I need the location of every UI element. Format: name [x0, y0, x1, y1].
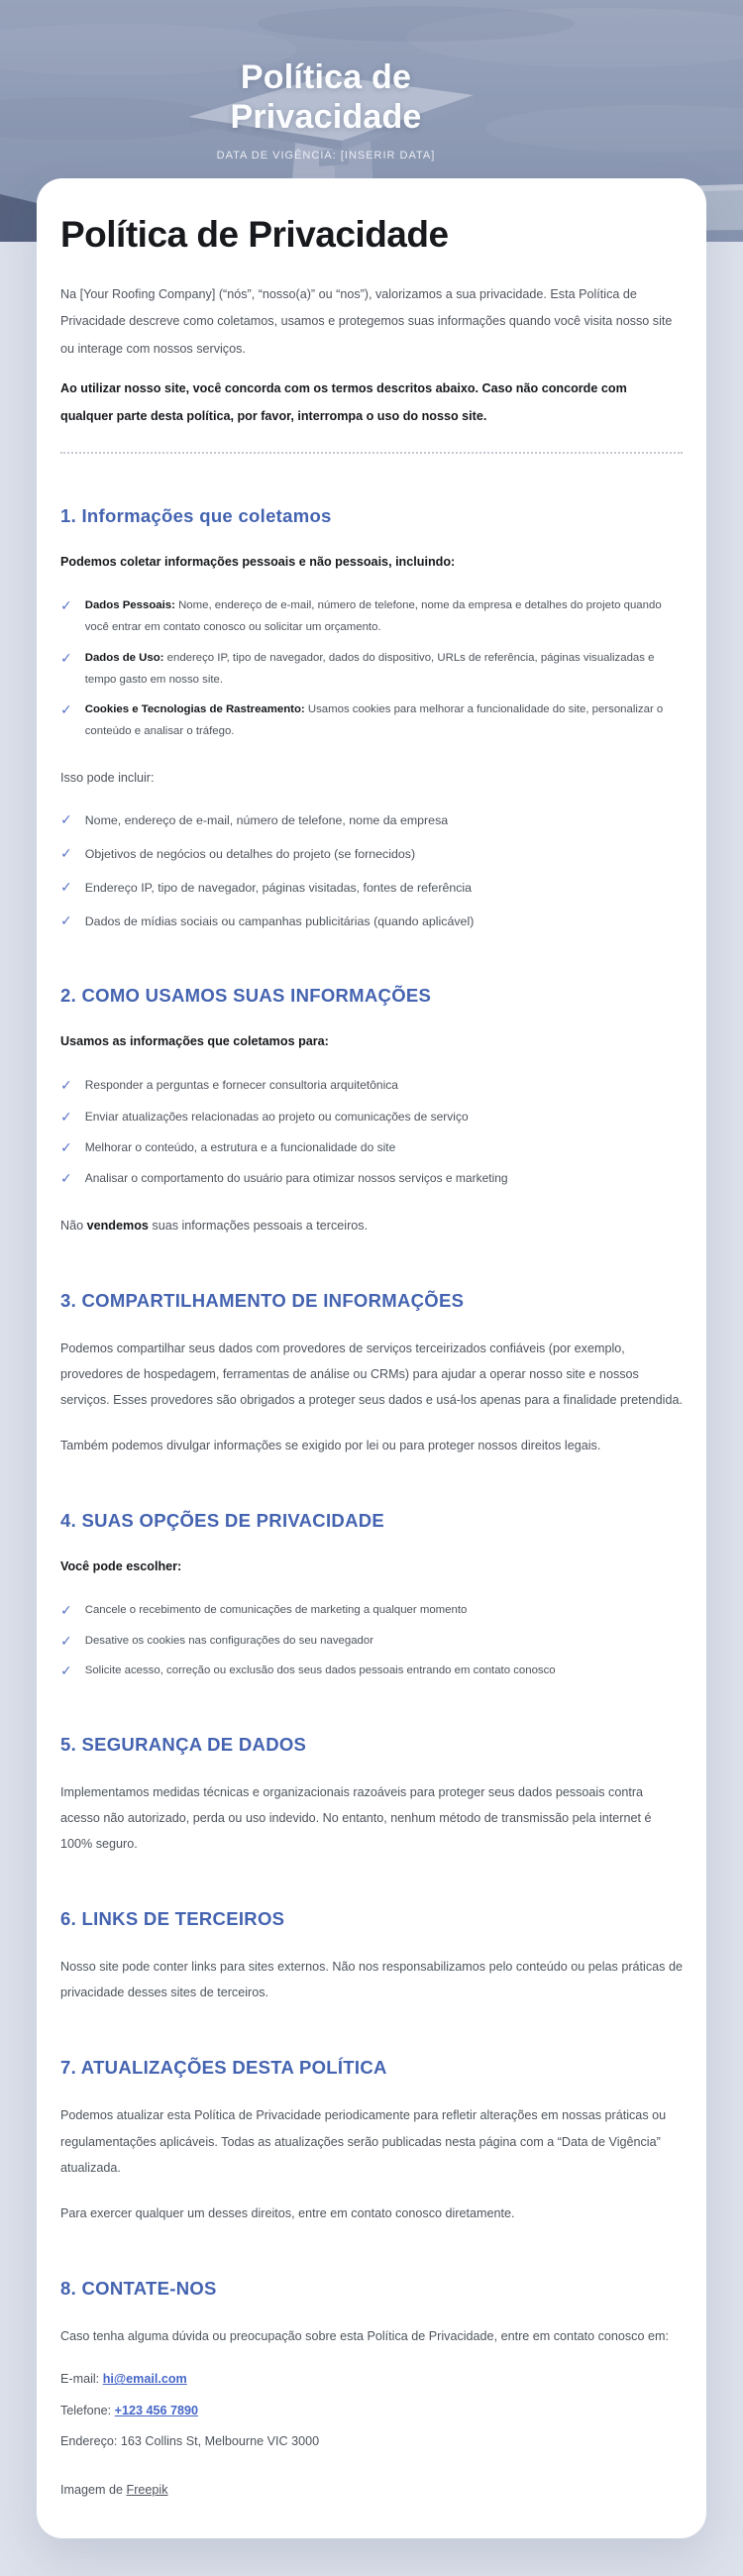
checklist-item — [60, 1630, 683, 1652]
contact-label: Telefone: — [60, 2403, 115, 2417]
section-heading: 1. Informações que coletamos — [60, 505, 332, 527]
checklist-item-text — [85, 1136, 396, 1159]
section-heading: 3. COMPARTILHAMENTO DE INFORMAÇÕES — [60, 1289, 465, 1311]
phone-link[interactable]: +123 456 7890 — [114, 2403, 199, 2417]
checklist-item-text — [85, 910, 475, 933]
checkmark-icon: ✓ — [60, 1602, 72, 1619]
checklist-item-desc: Melhorar o conteúdo, a estrutura e a funcionalidade do site — [84, 1139, 396, 1154]
section-paragraph: Caso tenha alguma dúvida ou preocupação sobre esta Política de Privacidade, entre em contato conosco em: — [60, 2329, 669, 2344]
policy-section — [60, 1290, 683, 1459]
checklist-item-desc: Enviar atualizações relacionadas ao projeto ou comunicações de serviço — [84, 1109, 469, 1124]
checklist-item-text — [85, 1074, 398, 1097]
checklist-item — [60, 594, 683, 638]
checklist-item — [60, 1660, 683, 1681]
checklist-item-text — [85, 1660, 556, 1681]
section-heading: 2. COMO USAMOS SUAS INFORMAÇÕES — [60, 985, 432, 1007]
section-heading: 4. SUAS OPÇÕES DE PRIVACIDADE — [60, 1510, 385, 1532]
checklist — [60, 594, 683, 742]
checklist-item-text — [85, 1106, 469, 1128]
checklist — [60, 808, 683, 934]
checkmark-icon: ✓ — [60, 1108, 72, 1125]
checklist-item-desc: Nome, endereço de e-mail, número de telefone, nome da empresa — [84, 812, 449, 827]
contact-label: E-mail: — [60, 2372, 103, 2387]
policy-section — [60, 505, 683, 933]
checklist-item-term: Cookies e Tecnologias de Rastreamento: — [84, 703, 305, 716]
checkmark-icon: ✓ — [60, 597, 72, 614]
checkmark-icon: ✓ — [60, 878, 72, 895]
checklist-item — [60, 876, 683, 900]
section-lead-text: Podemos coletar informações pessoais e não pessoais, incluindo: — [60, 555, 456, 570]
policy-section — [60, 1908, 683, 2005]
checkmark-icon: ✓ — [60, 1663, 72, 1679]
checklist-item-desc: endereço IP, tipo de navegador, dados do dispositivo, URLs de referência, páginas visualizadas e tempo gasto em nosso site. — [84, 651, 655, 686]
checklist-item — [60, 1136, 683, 1159]
checklist — [60, 1074, 683, 1191]
policy-card — [37, 178, 706, 2538]
image-credit — [60, 2483, 683, 2497]
checklist-item — [60, 910, 683, 933]
checklist-item-desc: Objetivos de negócios ou detalhes do projeto (se fornecidos) — [84, 846, 416, 861]
contact-value: 163 Collins St, Melbourne VIC 3000 — [120, 2434, 320, 2449]
contact-line — [60, 2401, 683, 2421]
checklist-item-text — [85, 876, 472, 900]
contact-label: Endereço: — [60, 2434, 121, 2449]
checklist-item-text — [85, 842, 415, 866]
intro-paragraph: Na [Your Roofing Company] (“nós”, “nosso(a)” ou “nos”), valorizamos a sua privacidade. Esta Política de Privacidade descreve como coletamos, usamos e protegemos suas informações quando você visita nosso site ou interage com nossos serviços. — [60, 287, 673, 356]
text-segment: Não — [60, 1218, 87, 1233]
checklist-item — [60, 842, 683, 866]
checklist-item — [60, 1106, 683, 1128]
checklist-item — [60, 1167, 683, 1190]
hero-title-line2: Privacidade — [230, 98, 422, 137]
intro-consent-paragraph: Ao utilizar nosso site, você concorda com os termos descritos abaixo. Caso não concorde com qualquer parte desta política, por favor, interrompa o uso do nosso site. — [60, 381, 627, 423]
checklist-item-text — [85, 1630, 373, 1652]
section-paragraph: Também podemos divulgar informações se exigido por lei ou para proteger nossos direitos legais. — [60, 1439, 601, 1453]
checkmark-icon: ✓ — [60, 844, 72, 861]
section-paragraph: Nosso site pode conter links para sites externos. Não nos responsabilizamos pelo conteúdo ou pelas práticas de privacidade desses sites de terceiros. — [60, 1960, 683, 2000]
policy-section — [60, 985, 683, 1237]
checkmark-icon: ✓ — [60, 912, 72, 929]
email-link[interactable]: hi@email.com — [102, 2372, 187, 2387]
checklist-item-text — [85, 594, 683, 638]
policy-section — [60, 1734, 683, 1858]
checkmark-icon: ✓ — [60, 1632, 72, 1649]
hero-title — [230, 57, 421, 137]
freepik-link[interactable]: Freepik — [126, 2482, 168, 2497]
dotted-divider — [60, 452, 683, 454]
policy-section — [60, 2278, 683, 2452]
section-paragraph: Implementamos medidas técnicas e organizacionais razoáveis para proteger seus dados pessoais contra acesso não autorizado, perda ou uso indevido. No entanto, nenhum método de transmissão pela internet é 100% seguro. — [60, 1784, 652, 1851]
checklist-item-desc: Cancele o recebimento de comunicações de marketing a qualquer momento — [84, 1604, 468, 1617]
checklist-item — [60, 647, 683, 691]
policy-section — [60, 2057, 683, 2226]
checklist-item-term: Dados Pessoais: — [84, 599, 175, 612]
checklist-item-text — [85, 1599, 468, 1621]
contact-line — [60, 2369, 683, 2390]
checklist-item-term: Dados de Uso: — [84, 651, 164, 664]
effective-date-label: DATA DE VIGÊNCIA: [INSERIR DATA] — [216, 150, 436, 162]
checkmark-icon: ✓ — [60, 1170, 72, 1187]
section-paragraph: Para exercer qualquer um desses direitos, entre em contato conosco diretamente. — [60, 2206, 515, 2221]
checkmark-icon: ✓ — [60, 1077, 72, 1094]
checkmark-icon: ✓ — [60, 810, 72, 827]
checkmark-icon: ✓ — [60, 701, 72, 718]
page-title: Política de Privacidade — [60, 214, 449, 255]
section-heading: 7. ATUALIZAÇÕES DESTA POLÍTICA — [60, 2057, 387, 2079]
emphasis-text: vendemos — [86, 1218, 149, 1233]
hero-title-line1: Política de — [240, 58, 412, 96]
checklist — [60, 1599, 683, 1681]
image-credit-prefix: Imagem de — [60, 2482, 127, 2497]
checklist-item-desc: Desative os cookies nas configurações do seu navegador — [84, 1634, 374, 1647]
checklist-item-text — [85, 698, 683, 742]
checklist-item-text — [85, 808, 448, 832]
checklist-item-desc: Dados de mídias sociais ou campanhas publicitárias (quando aplicável) — [84, 914, 475, 929]
section-paragraph: Podemos compartilhar seus dados com provedores de serviços terceirizados confiáveis (por exemplo, provedores de hospedagem, ferramentas de análise ou CRMs) para ajudar a operar nosso site e nossos serviços. Esses provedores são obrigados a proteger seus dados e usá-los apenas para a finalidade pretendida. — [60, 1341, 683, 1408]
section-heading: 6. LINKS DE TERCEIROS — [60, 1908, 285, 1930]
sections — [60, 505, 683, 2452]
checklist-item-text — [85, 647, 683, 691]
section-lead-text: Usamos as informações que coletamos para: — [60, 1034, 329, 1049]
checklist-item — [60, 808, 683, 832]
section-paragraph: Isso pode incluir: — [60, 770, 155, 785]
checklist-item — [60, 698, 683, 742]
section-paragraph: Podemos atualizar esta Política de Privacidade periodicamente para refletir alterações em nossas práticas ou regulamentações aplicáveis. Todas as atualizações serão publicadas nesta página com a “Data de Vigência” atualizada. — [60, 2108, 667, 2175]
section-heading: 5. SEGURANÇA DE DADOS — [60, 1733, 307, 1755]
policy-section — [60, 1510, 683, 1681]
checkmark-icon: ✓ — [60, 649, 72, 666]
text-segment: suas informações pessoais a terceiros. — [148, 1218, 369, 1233]
checklist-item-desc: Usamos cookies para melhorar a funcionalidade do site, personalizar o conteúdo e analisar o tráfego. — [84, 703, 664, 738]
checklist-item-desc: Nome, endereço de e-mail, número de telefone, nome da empresa e detalhes do projeto quando você entrar em contato conosco ou solicitar um orçamento. — [84, 599, 662, 634]
checklist-item-desc: Responder a perguntas e fornecer consultoria arquitetônica — [84, 1078, 398, 1093]
section-paragraph — [60, 1215, 683, 1238]
section-heading: 8. CONTATE-NOS — [60, 2278, 217, 2300]
checkmark-icon: ✓ — [60, 1138, 72, 1155]
checklist-item-desc: Solicite acesso, correção ou exclusão dos seus dados pessoais entrando em contato conosco — [84, 1664, 556, 1677]
checklist-item-desc: Analisar o comportamento do usuário para otimizar nossos serviços e marketing — [84, 1171, 508, 1186]
contact-line — [60, 2431, 683, 2452]
checklist-item-text — [85, 1167, 508, 1190]
checklist-item-desc: Endereço IP, tipo de navegador, páginas visitadas, fontes de referência — [84, 880, 473, 895]
checklist-item — [60, 1074, 683, 1097]
section-lead-text: Você pode escolher: — [60, 1559, 182, 1574]
checklist-item — [60, 1599, 683, 1621]
